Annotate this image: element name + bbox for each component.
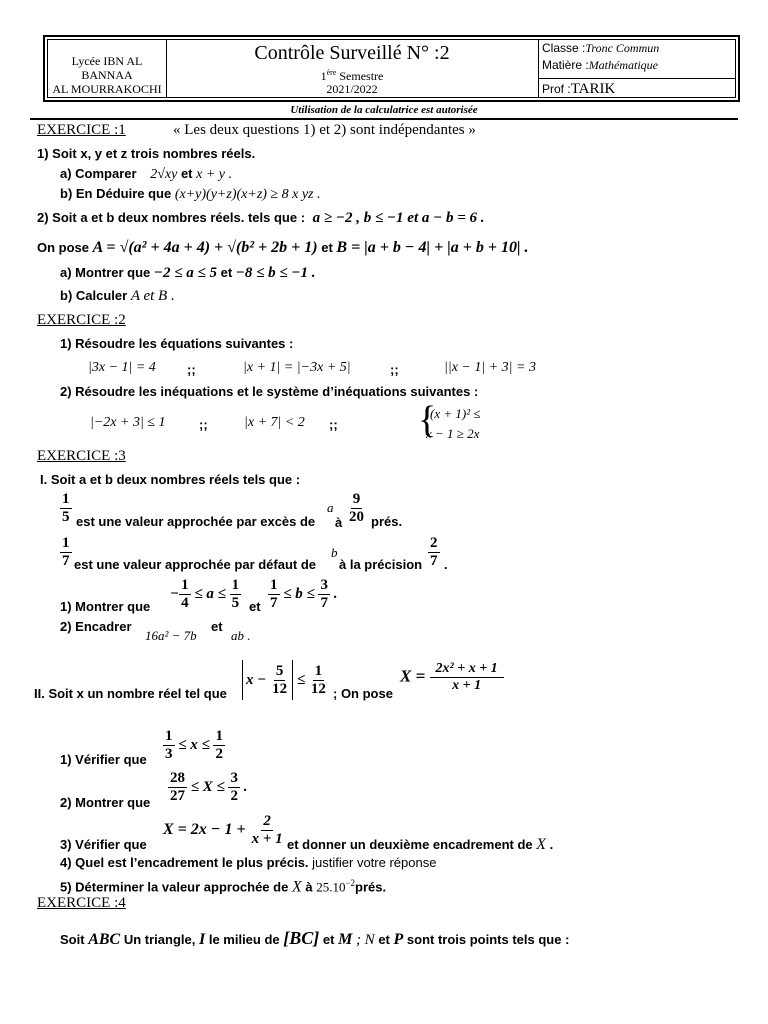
- ex3-q2-expr1: 16a² − 7b: [145, 628, 197, 643]
- ex1-q1a-label: a) Comparer: [60, 166, 137, 181]
- class-subject-cell: [538, 40, 735, 79]
- ex1-q2a-expr2: −8 ≤ b ≤ −1 .: [235, 265, 316, 281]
- ex3-line2-end: à la précision: [339, 557, 423, 572]
- fraction: [60, 536, 72, 569]
- fraction: [250, 814, 285, 847]
- ex1-q2a-label: a) Montrer que: [60, 265, 151, 280]
- numerator: 28: [170, 770, 185, 786]
- ex2-separator: ;;: [187, 362, 196, 377]
- fraction: [309, 664, 328, 697]
- ex4-BC: [BC]: [283, 928, 320, 948]
- numerator: 3: [320, 577, 328, 593]
- ex3-fraction-1-5: [60, 492, 72, 525]
- numerator: 1: [165, 728, 173, 744]
- header-inner: [47, 39, 736, 98]
- fraction: [179, 578, 191, 611]
- ex3-q1-ineq-b: $\frac{1}{7}$ ≤ b ≤ $\frac{3}{7}$ .: [270, 577, 338, 611]
- ex3-ii-q3-end: et donner un deuxième encadrement de X .: [287, 836, 554, 853]
- denominator: 2: [230, 788, 238, 804]
- ex1-q1b-label: b) En Déduire que: [60, 186, 172, 201]
- ex1-q1a-and: et: [180, 166, 193, 181]
- fraction: [163, 729, 175, 762]
- denominator: 27: [170, 788, 185, 804]
- numerator: 1: [314, 663, 323, 680]
- class-line: [542, 41, 659, 56]
- ex3-ii-q5: 5) Déterminer la valeur approchée de X à $25.10^{-2}prés$.: [60, 878, 387, 896]
- ex4-text2: Un triangle,: [123, 932, 196, 947]
- numerator: 2: [430, 535, 438, 551]
- numerator: 9: [352, 491, 361, 507]
- ex2-question-2: 2) Résoudre les inéquations et le système d’inéquations suivantes :: [60, 384, 479, 399]
- denominator: 5: [62, 509, 70, 525]
- ex3-part-II: II. Soit x un nombre réel tel que: [34, 686, 227, 701]
- subject-value: Mathématique: [588, 58, 659, 72]
- header-box: [43, 35, 740, 102]
- subject-line: [542, 58, 658, 73]
- ex3-q1-ineq-a: − $\frac{1}{4}$ ≤ a ≤ $\frac{1}{5}$: [170, 577, 240, 611]
- ex4-text5: et: [378, 932, 390, 947]
- exercise-1-note: « Les deux questions 1) et 2) sont indépendantes »: [173, 122, 476, 138]
- ex1-q2a-and: et: [220, 265, 233, 280]
- ex1-q2: [37, 210, 485, 226]
- ex3-line1-to: à: [335, 515, 343, 530]
- ex1-q2a-expr1: −2 ≤ a ≤ 5: [153, 265, 217, 281]
- denominator: 12: [310, 681, 326, 698]
- ex3-part-I: I. Soit a et b deux nombres réels tels que :: [40, 472, 301, 487]
- ex3-ii-q3-expr: X = 2x − 1 + $\frac{2}{x + 1}$: [163, 813, 283, 847]
- ex2-separator: ;;: [390, 362, 399, 377]
- ex4-abc: ABC: [88, 931, 121, 948]
- fraction: [430, 662, 504, 693]
- fraction: [228, 771, 240, 804]
- var-X: X: [291, 878, 302, 896]
- exercise-3-title: EXERCICE :3: [37, 448, 126, 464]
- ex2-inequation-1: |−2x + 3| ≤ 1: [90, 415, 166, 430]
- ex3-ii-q1-label: 1) Vérifier que: [60, 752, 147, 767]
- ex1-B-expression: B = |a + b − 4| + |a + b + 10| .: [336, 239, 529, 256]
- ex1-A-expression: A = √(a² + 4a + 4) + √(b² + 2b + 1): [92, 239, 318, 256]
- ex1-q2b-expr: A et B .: [130, 288, 175, 304]
- ex3-partII-condition: x − $\frac{5}{12}$ ≤ $\frac{1}{12}$: [242, 660, 328, 700]
- school-line2: AL MOURRAKOCHI: [52, 82, 162, 96]
- ex1-q2-text: 2) Soit a et b deux nombres réels. tels que :: [37, 210, 306, 225]
- school-name: [48, 54, 166, 96]
- ex1-q2a: [60, 265, 315, 281]
- ex3-ii-q5-end: prés.: [355, 879, 387, 895]
- ex4-M: M: [338, 931, 353, 948]
- fraction: [60, 492, 72, 525]
- ex3-line2-text: est une valeur approchée par défaut de: [74, 557, 317, 572]
- denominator: 7: [62, 553, 70, 569]
- ex3-q1-and: et: [249, 599, 261, 614]
- ex2-separator: ;;: [329, 417, 338, 432]
- denominator: 4: [181, 595, 189, 611]
- exercise-2-title: EXERCICE :2: [37, 312, 126, 328]
- school-year: 2021/2022: [326, 82, 378, 96]
- ex2-system-line-1: (x + 1)² ≤: [430, 406, 481, 421]
- ex1-pose-label: On pose: [37, 240, 90, 255]
- ex4-text6: sont trois points tels que :: [406, 932, 570, 947]
- ex4-N: ; N: [355, 932, 375, 948]
- semester-word: Semestre: [336, 69, 384, 83]
- prof-line: [542, 81, 615, 98]
- ex1-q2b: [60, 288, 175, 304]
- system-brace: {: [418, 399, 437, 441]
- semester-number: 1: [320, 69, 327, 83]
- ex2-separator: ;;: [199, 417, 208, 432]
- ex3-ii-q5-value: 25.10: [316, 879, 346, 895]
- ex3-ii-q3-label: 3) Vérifier que: [60, 837, 147, 852]
- ex4-statement: [60, 927, 569, 951]
- ex1-q1b: [60, 186, 321, 203]
- denominator: 5: [231, 595, 240, 611]
- ex2-equation-2: |x + 1| = |−3x + 5|: [243, 360, 351, 375]
- ex3-line2-var: b: [331, 545, 338, 560]
- fraction: [318, 578, 330, 611]
- ex1-question-1: 1) Soit x, y et z trois nombres réels.: [37, 146, 256, 161]
- ex4-I: I: [198, 931, 206, 948]
- period: .: [444, 557, 448, 572]
- exercise-1-title: EXERCICE :1: [37, 122, 126, 138]
- page-title: Contrôle Surveillé N° :2: [254, 42, 450, 64]
- ex3-line1-end: prés.: [371, 514, 403, 529]
- ex3-ii-q4: [60, 855, 436, 871]
- ex3-fraction-2-7: [428, 536, 440, 569]
- numerator: 1: [270, 577, 278, 593]
- subject-label: Matière :: [542, 58, 589, 72]
- ex3-ii-q3-end-text: et donner un deuxième encadrement de: [287, 837, 533, 852]
- semester: [166, 66, 538, 83]
- denominator: 7: [320, 595, 328, 611]
- ex2-inequation-2: |x + 7| < 2: [244, 415, 305, 430]
- ex3-q2-expr2: ab .: [231, 628, 251, 643]
- ex3-ii-q5-exponent: −2: [345, 878, 356, 888]
- denominator: x + 1: [452, 678, 482, 693]
- ex1-q1a: [60, 166, 232, 183]
- ex1-q2-conditions: a ≥ −2 , b ≤ −1 et a − b = 6 .: [312, 210, 485, 226]
- ex4-text3: le milieu de: [208, 932, 280, 947]
- ex3-q2-label: 2) Encadrer: [60, 619, 132, 634]
- calculator-note: Utilisation de la calculatrice est autorisée: [290, 104, 478, 116]
- ex3-ii-q2-label: 2) Montrer que: [60, 795, 151, 810]
- ex2-system-line-2: x − 1 ≥ 2x: [426, 426, 480, 441]
- numerator: 5: [275, 663, 284, 680]
- ex1-q1b-expr: (x+y)(y+z)(x+z) ≥ 8 x yz .: [174, 187, 321, 202]
- var-X: X: [536, 836, 547, 853]
- numerator: 1: [215, 728, 223, 744]
- ex3-ii-q2-ineq: $\frac{28}{27}$ ≤ X ≤ $\frac{3}{2}$ .: [170, 770, 248, 804]
- semester-sup: ère: [326, 68, 337, 77]
- ex3-fraction-9-20: [347, 492, 366, 525]
- ex4-text4: et: [322, 932, 335, 947]
- fraction: [168, 771, 187, 804]
- denominator: x + 1: [251, 831, 283, 847]
- ex4-P: P: [393, 931, 404, 948]
- numerator: 1: [231, 577, 240, 593]
- ex1-pose: [37, 237, 528, 259]
- numerator: 2x² + x + 1: [430, 662, 504, 678]
- fraction: [347, 492, 366, 525]
- numerator: 1: [181, 577, 189, 593]
- ex1-q1a-expr2: x + y .: [196, 167, 233, 182]
- fraction: [428, 536, 440, 569]
- ex3-X-definition: X = $\frac{\text{2x² + x + 1}}{x + 1}$: [400, 662, 504, 693]
- ex2-equation-3: ||x − 1| + 3| = 3: [444, 360, 536, 375]
- class-value: Tronc Commun: [585, 41, 660, 55]
- numerator: 1: [62, 535, 70, 551]
- fraction: [213, 729, 225, 762]
- denominator: 3: [165, 746, 173, 762]
- ex3-ii-q5-text: 5) Déterminer la valeur approchée de: [60, 879, 289, 895]
- class-label: Classe :: [542, 41, 586, 55]
- ex3-q1-label: 1) Montrer que: [60, 599, 151, 614]
- ex1-q1a-expr1: 2√xy: [150, 167, 178, 182]
- denominator: 7: [430, 553, 438, 569]
- prof-value: TARIK: [570, 81, 616, 97]
- ex3-line1-text: est une valeur approchée par excès de: [76, 514, 316, 529]
- ex3-q2-and: et: [211, 619, 223, 634]
- fraction: [268, 578, 280, 611]
- fraction: [230, 578, 242, 611]
- ex3-fraction-1-7: [60, 536, 72, 569]
- ex1-pose-and: et: [321, 240, 333, 255]
- numerator: 3: [230, 770, 238, 786]
- ex3-ii-q4-text: 4) Quel est l’encadrement le plus précis.: [60, 855, 309, 870]
- prof-label: Prof :: [542, 82, 571, 96]
- header-rule: [30, 118, 738, 120]
- ex3-ii-q1-ineq: $\frac{1}{3}$ ≤ x ≤ $\frac{1}{2}$: [165, 728, 223, 762]
- ex1-q2b-label: b) Calculer: [60, 288, 128, 303]
- ex3-pose: ; On pose: [333, 686, 393, 701]
- denominator: 7: [270, 595, 278, 611]
- fraction: [270, 664, 289, 697]
- numerator: 1: [62, 491, 70, 507]
- school-line1: Lycée IBN AL BANNAA: [71, 54, 143, 82]
- denominator: 12: [272, 681, 288, 698]
- exercise-4-title: EXERCICE :4: [37, 895, 126, 911]
- denominator: 20: [349, 509, 364, 525]
- ex3-ii-q4-tail: justifier votre réponse: [308, 855, 437, 870]
- ex3-line1-var: a: [327, 500, 334, 515]
- denominator: 2: [215, 746, 223, 762]
- ex2-question-1: 1) Résoudre les équations suivantes :: [60, 336, 294, 351]
- ex4-text1: Soit: [60, 932, 85, 947]
- ex2-equation-1: |3x − 1| = 4: [88, 360, 156, 375]
- numerator: 2: [263, 813, 271, 829]
